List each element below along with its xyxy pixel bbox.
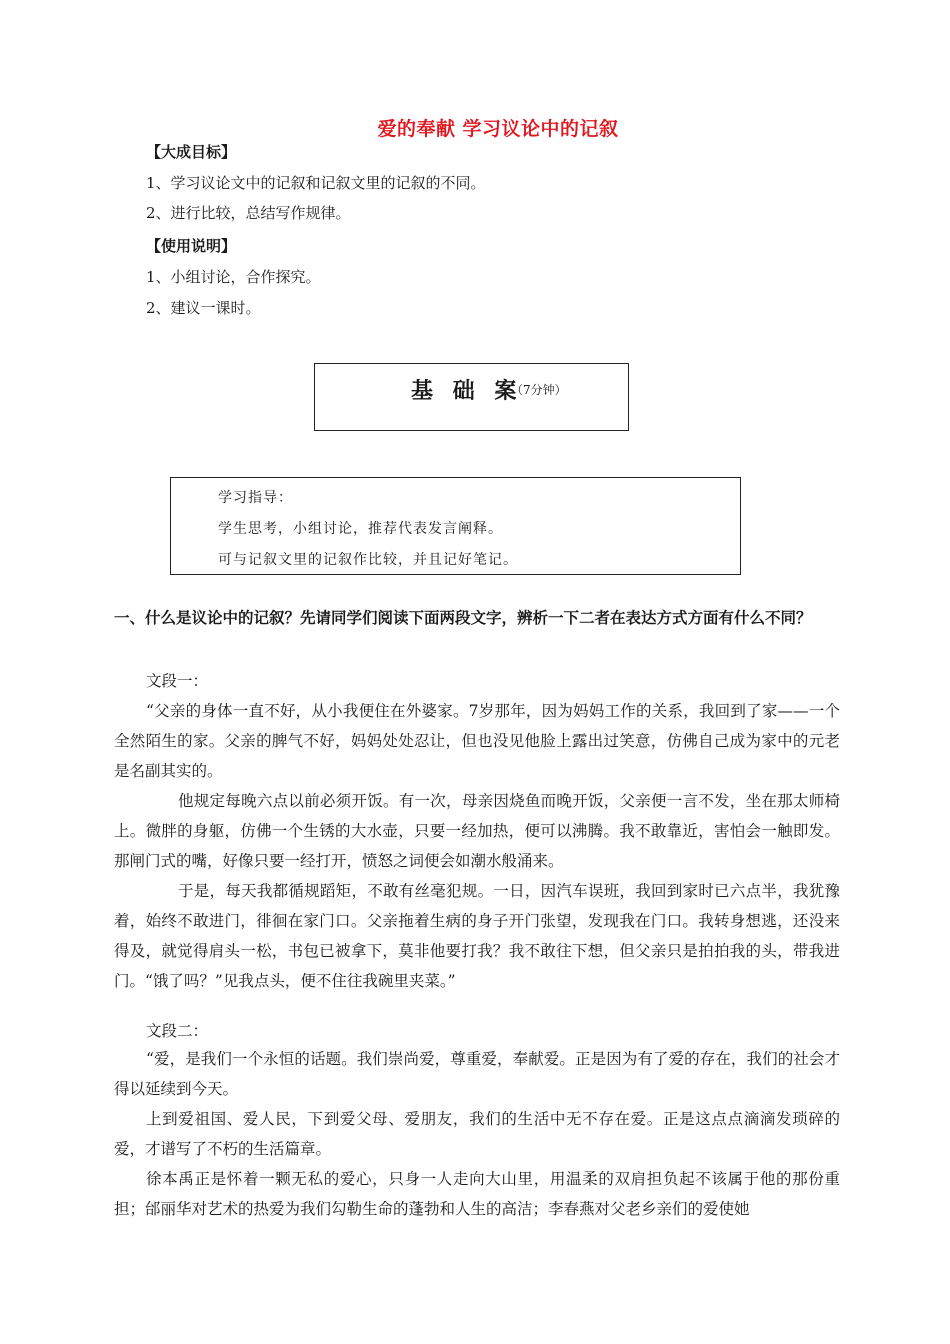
passage-two <box>114 1044 840 1224</box>
goal-item: 2、进行比较，总结写作规律。 <box>146 204 351 222</box>
usage-heading: 【使用说明】 <box>146 237 237 255</box>
study-guide-line: 可与记叙文里的记叙作比较，并且记好笔记。 <box>218 552 518 568</box>
study-guide-label: 学习指导： <box>218 490 293 506</box>
question-heading: 一、什么是议论中的记叙？先请同学们阅读下面两段文字，辨析一下二者在表达方式方面有什么不同？ <box>114 609 812 627</box>
passage-label: 文段一： <box>146 672 209 690</box>
passage-paragraph: 上到爱祖国、爱人民，下到爱父母、爱朋友，我们的生活中无不存在爱。正是这点点滴滴发琐碎的爱，才谱写了不朽的生活篇章。 <box>114 1110 840 1158</box>
study-guide-line: 学生思考，小组讨论，推荐代表发言阐释。 <box>218 521 503 537</box>
passage-label: 文段二： <box>146 1022 209 1040</box>
basic-section-title: 基 础 案 <box>411 379 523 404</box>
goals-heading: 【大成目标】 <box>146 143 237 161</box>
passage-one <box>114 696 840 996</box>
passage-paragraph: “爱，是我们一个永恒的话题。我们崇尚爱，尊重爱，奉献爱。正是因为有了爱的存在，我们的社会才得以延续到今天。 <box>114 1050 840 1098</box>
page-title: 爱的奉献 学习议论中的记叙 <box>377 118 619 140</box>
goal-item: 1、学习议论文中的记叙和记叙文里的记叙的不同。 <box>146 174 486 192</box>
usage-item: 2、建议一课时。 <box>146 299 261 317</box>
study-guide-box <box>170 477 741 575</box>
passage-paragraph: 于是，每天我都循规蹈矩，不敢有丝毫犯规。一日，因汽车误班，我回到家时已六点半，我犹豫着，始终不敢进门，徘徊在家门口。父亲拖着生病的身子开门张望，发现我在门口。我转身想逃，还没来得及，就觉得肩头一松，书包已被拿下，莫非他要打我？我不敢往下想，但父亲只是拍拍我的头，带我进门。“饿了吗？”见我点头，便不住往我碗里夹菜。” <box>114 882 840 990</box>
passage-paragraph: 徐本禹正是怀着一颗无私的爱心，只身一人走向大山里，用温柔的双肩担负起不该属于他的那份重担；邰丽华对艺术的热爱为我们勾勒生命的蓬勃和人生的高洁；李春燕对父老乡亲们的爱使她 <box>114 1170 840 1218</box>
passage-paragraph: 他规定每晚六点以前必须开饭。有一次，母亲因烧鱼而晚开饭，父亲便一言不发，坐在那太师椅上。微胖的身躯，仿佛一个生锈的大水壶，只要一经加热，便可以沸腾。我不敢靠近，害怕会一触即发。那闸门式的嘴，好像只要一经打开，愤怒之词便会如潮水般涌来。 <box>114 792 840 870</box>
usage-item: 1、小组讨论，合作探究。 <box>146 268 321 286</box>
basic-section-box <box>314 363 629 431</box>
passage-paragraph: “父亲的身体一直不好，从小我便住在外婆家。7岁那年，因为妈妈工作的关系，我回到了家——一个全然陌生的家。父亲的脾气不好，妈妈处处忍让，但也没见他脸上露出过笑意，仿佛自己成为家中的元老是名副其实的。 <box>114 702 840 780</box>
basic-section-duration: （7分钟） <box>511 383 567 397</box>
